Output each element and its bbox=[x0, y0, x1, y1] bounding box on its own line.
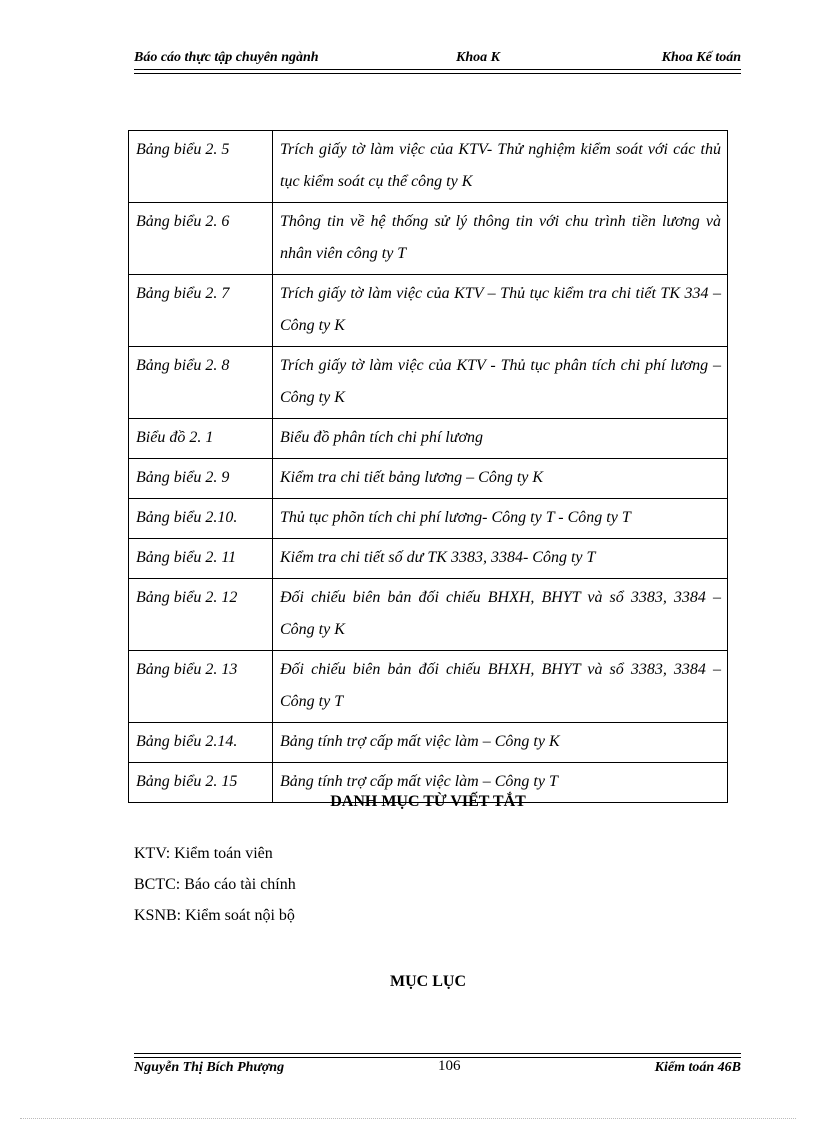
figure-label: Bảng biểu 2. 7 bbox=[129, 275, 273, 347]
table-row bbox=[129, 419, 728, 459]
figure-label: Bảng biểu 2.14. bbox=[129, 723, 273, 763]
page-header bbox=[134, 50, 741, 68]
figure-label: Bảng biểu 2. 15 bbox=[129, 763, 273, 803]
figure-label: Biểu đồ 2. 1 bbox=[129, 419, 273, 459]
header-rule-thin bbox=[134, 73, 741, 74]
footer-author: Nguyễn Thị Bích Phượng bbox=[134, 1060, 285, 1075]
table-row bbox=[129, 723, 728, 763]
figure-description: Bảng tính trợ cấp mất việc làm – Công ty K bbox=[273, 723, 728, 763]
figure-description: Thủ tục phõn tích chi phí lương- Công ty T - Công ty T bbox=[273, 499, 728, 539]
table-row bbox=[129, 499, 728, 539]
footer-rule-thin bbox=[134, 1053, 741, 1054]
figure-description: Trích giấy tờ làm việc của KTV- Thử nghiệm kiểm soát với các thủ tục kiểm soát cụ thể công ty K bbox=[273, 131, 728, 203]
page-edge-divider bbox=[20, 1118, 796, 1119]
table-row bbox=[129, 203, 728, 275]
figure-label: Bảng biểu 2. 8 bbox=[129, 347, 273, 419]
table-row bbox=[129, 275, 728, 347]
table-row bbox=[129, 347, 728, 419]
toc-heading: MỤC LỤC bbox=[390, 973, 466, 990]
table-of-figures bbox=[128, 130, 728, 803]
header-report-title: Báo cáo thực tập chuyên ngành bbox=[134, 50, 319, 65]
header-rule bbox=[134, 69, 741, 70]
figure-description: Trích giấy tờ làm việc của KTV – Thủ tục kiểm tra chi tiết TK 334 – Công ty K bbox=[273, 275, 728, 347]
abbreviations-heading: DANH MỤC TỪ VIẾT TẮT bbox=[330, 793, 526, 810]
abbreviation-item: KSNB: Kiểm soát nội bộ bbox=[134, 907, 295, 924]
table-row bbox=[129, 651, 728, 723]
footer-class: Kiểm toán 46B bbox=[654, 1060, 741, 1075]
figure-description: Kiểm tra chi tiết số dư TK 3383, 3384- Công ty T bbox=[273, 539, 728, 579]
figure-label: Bảng biểu 2. 11 bbox=[129, 539, 273, 579]
figure-label: Bảng biểu 2. 6 bbox=[129, 203, 273, 275]
figure-description: Đối chiếu biên bản đối chiếu BHXH, BHYT và sổ 3383, 3384 – Công ty K bbox=[273, 579, 728, 651]
figure-description: Thông tin về hệ thống sử lý thông tin với chu trình tiền lương và nhân viên công ty T bbox=[273, 203, 728, 275]
figure-label: Bảng biểu 2. 12 bbox=[129, 579, 273, 651]
table-row bbox=[129, 579, 728, 651]
table-row bbox=[129, 459, 728, 499]
page-footer bbox=[134, 1058, 741, 1076]
figure-description: Biểu đồ phân tích chi phí lương bbox=[273, 419, 728, 459]
page-number: 106 bbox=[438, 1058, 461, 1074]
figure-description: Trích giấy tờ làm việc của KTV - Thủ tục phân tích chi phí lương – Công ty K bbox=[273, 347, 728, 419]
figure-label: Bảng biểu 2. 9 bbox=[129, 459, 273, 499]
figure-description: Đối chiếu biên bản đối chiếu BHXH, BHYT và sổ 3383, 3384 – Công ty T bbox=[273, 651, 728, 723]
figure-label: Bảng biểu 2.10. bbox=[129, 499, 273, 539]
header-department: Khoa K bbox=[456, 50, 500, 65]
figure-description: Bảng tính trợ cấp mất việc làm – Công ty T bbox=[273, 763, 728, 803]
figure-label: Bảng biểu 2. 5 bbox=[129, 131, 273, 203]
figure-description: Kiểm tra chi tiết bảng lương – Công ty K bbox=[273, 459, 728, 499]
header-faculty: Khoa Kế toán bbox=[661, 50, 741, 65]
abbreviation-item: BCTC: Báo cáo tài chính bbox=[134, 876, 296, 893]
table-row bbox=[129, 131, 728, 203]
figure-label: Bảng biểu 2. 13 bbox=[129, 651, 273, 723]
table-row bbox=[129, 539, 728, 579]
abbreviation-item: KTV: Kiểm toán viên bbox=[134, 845, 273, 862]
